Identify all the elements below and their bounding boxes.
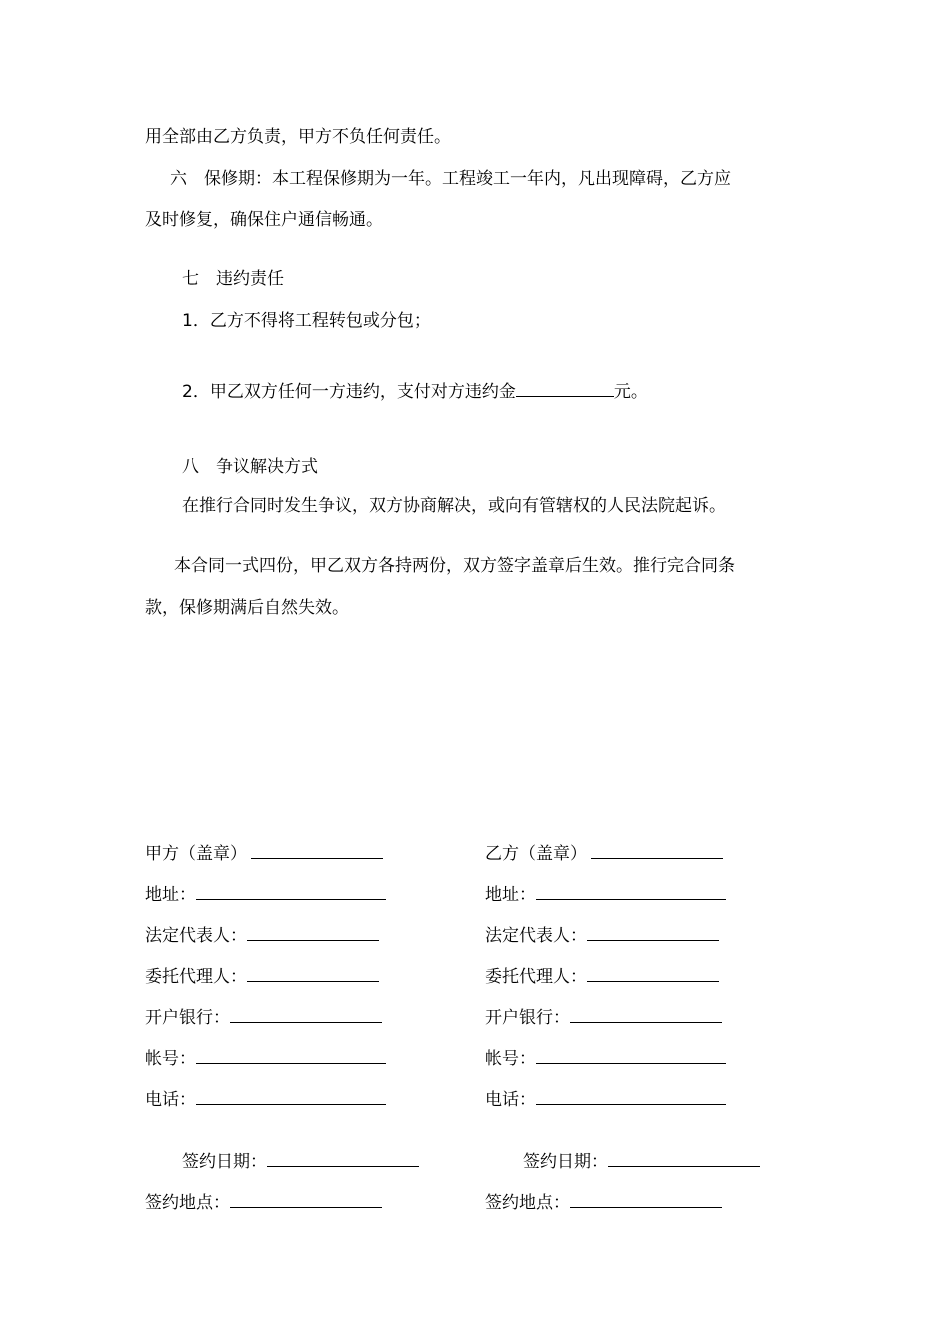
party-b-sign-date-label: 签约日期： [523, 1152, 608, 1172]
party-a-legal-rep-field[interactable] [247, 924, 379, 941]
party-a-address-label: 地址： [145, 885, 196, 905]
party-a-bank-row [145, 1006, 382, 1029]
party-a-address-row [145, 883, 386, 906]
party-b-legal-rep-row [485, 924, 719, 947]
party-b-legal-rep-label: 法定代表人： [485, 926, 587, 946]
party-b-bank-label: 开户银行： [485, 1008, 570, 1028]
final-clause-line2: 款，保修期满后自然失效。 [145, 598, 349, 618]
party-b-bank-field[interactable] [570, 1006, 722, 1023]
party-b-phone-row [485, 1088, 726, 1111]
party-b-address-label: 地址： [485, 885, 536, 905]
breach-item-2 [182, 380, 648, 403]
party-a-seal-label: 甲方（盖章） [145, 844, 247, 864]
item-text: 乙方不得将工程转包或分包； [209, 311, 431, 331]
party-b-phone-field[interactable] [536, 1088, 726, 1105]
party-a-agent-label: 委托代理人： [145, 967, 247, 987]
party-b-seal-label: 乙方（盖章） [485, 844, 587, 864]
party-a-phone-field[interactable] [196, 1088, 386, 1105]
party-b-address-row [485, 883, 726, 906]
warranty-clause-line2: 及时修复，确保住户通信畅通。 [145, 210, 383, 230]
party-b-sign-place-field[interactable] [570, 1191, 722, 1208]
party-a-sign-date-field[interactable] [267, 1150, 419, 1167]
party-a-agent-row [145, 965, 379, 988]
item-number: 1． [182, 311, 210, 331]
party-b-account-field[interactable] [536, 1047, 726, 1064]
warranty-clause-line1: 六 保修期：本工程保修期为一年。工程竣工一年内，凡出现障碍，乙方应 [170, 169, 731, 189]
section-title-dispute: 八 争议解决方式 [182, 457, 318, 477]
item-text-unit: 元。 [613, 382, 648, 402]
party-b-agent-field[interactable] [587, 965, 719, 982]
section-title-breach: 七 违约责任 [182, 269, 284, 289]
party-b-agent-row [485, 965, 719, 988]
party-a-agent-field[interactable] [247, 965, 379, 982]
party-a-seal-field[interactable] [251, 842, 383, 859]
party-b-phone-label: 电话： [485, 1090, 536, 1110]
party-a-sign-date-row [182, 1150, 419, 1173]
party-a-address-field[interactable] [196, 883, 386, 900]
party-a-bank-label: 开户银行： [145, 1008, 230, 1028]
party-a-seal-row [145, 842, 383, 865]
party-a-account-row [145, 1047, 386, 1070]
party-a-sign-place-label: 签约地点： [145, 1193, 230, 1213]
item-text: 甲乙双方任何一方违约，支付对方违约金 [209, 382, 516, 402]
penalty-amount-blank[interactable] [516, 380, 614, 397]
party-a-sign-date-label: 签约日期： [182, 1152, 267, 1172]
breach-item-1 [182, 310, 431, 332]
party-b-bank-row [485, 1006, 722, 1029]
party-b-account-row [485, 1047, 726, 1070]
party-a-legal-rep-label: 法定代表人： [145, 926, 247, 946]
party-b-legal-rep-field[interactable] [587, 924, 719, 941]
party-a-phone-label: 电话： [145, 1090, 196, 1110]
party-a-account-field[interactable] [196, 1047, 386, 1064]
party-b-sign-place-label: 签约地点： [485, 1193, 570, 1213]
item-number: 2． [182, 382, 210, 402]
party-b-seal-field[interactable] [591, 842, 723, 859]
party-a-bank-field[interactable] [230, 1006, 382, 1023]
party-b-address-field[interactable] [536, 883, 726, 900]
final-clause-line1: 本合同一式四份，甲乙双方各持两份，双方签字盖章后生效。推行完合同条 [174, 556, 735, 576]
party-b-sign-date-row [523, 1150, 760, 1173]
party-b-agent-label: 委托代理人： [485, 967, 587, 987]
paragraph-liability-end: 用全部由乙方负责，甲方不负任何责任。 [145, 127, 451, 147]
party-a-legal-rep-row [145, 924, 379, 947]
party-b-sign-place-row [485, 1191, 722, 1214]
party-a-sign-place-field[interactable] [230, 1191, 382, 1208]
party-b-seal-row [485, 842, 723, 865]
party-a-phone-row [145, 1088, 386, 1111]
party-a-account-label: 帐号： [145, 1049, 196, 1069]
dispute-clause: 在推行合同时发生争议，双方协商解决，或向有管辖权的人民法院起诉。 [182, 496, 726, 516]
party-a-sign-place-row [145, 1191, 382, 1214]
party-b-account-label: 帐号： [485, 1049, 536, 1069]
party-b-sign-date-field[interactable] [608, 1150, 760, 1167]
